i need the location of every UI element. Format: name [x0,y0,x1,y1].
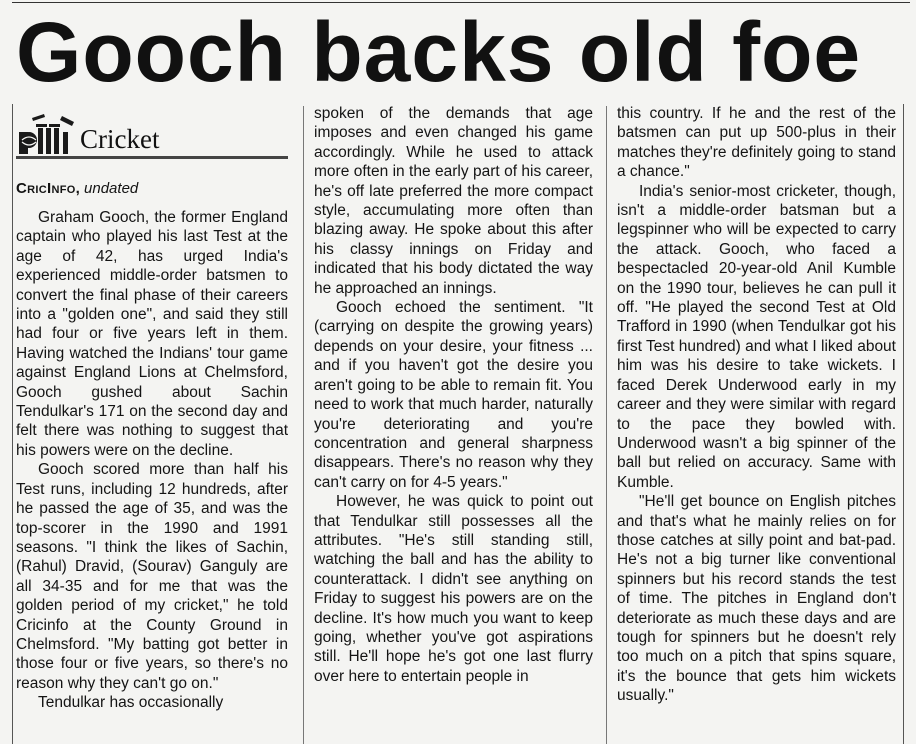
section-header [16,108,288,154]
paragraph: spoken of the demands that age imposes and even changed his game accordingly. While he used to attack more often in the early part of his career, he's off late preferred the more compact style, accumulating more often than blazing away. He spoke about this after his classy innings on Friday and indicated that his body dictated the way he approached an innings. [314,105,593,297]
top-rule [12,2,910,3]
paragraph: However, he was quick to point out that Tendulkar still possesses all the attributes. "He's still standing still, watching the ball and has the ability to counterattack. I didn't see anything on Friday to suggest his powers are on the decline. It's how much you want to keep going, whether you've got aspirations still. He'll hope he's got one last flurry over here to entertain people in [314,493,593,685]
paragraph: Graham Gooch, the former England captain who played his last Test at the age of 42, has urged India's experienced middle-order batsmen to convert the final phase of their careers into a "golden one", and said they still had four or five years left in them. Having watched the Indians' tour game against England Lions at Chelmsford, Gooch gushed about Sachin Tendulkar's 171 on the second day and felt there was nothing to suggest that his powers were on the decline. [16,209,288,459]
section-label: Cricket [80,124,160,154]
article-column-2 [314,104,593,744]
paragraph: this country. If he and the rest of the batsmen can put up 500-plus in their matches they're definitely going to stand a chance." [617,105,896,181]
paragraph: India's senior-most cricketer, though, isn't a middle-order batsman but a legspinner who will be expected to carry the attack. Gooch, who faced a bespectacled 20-year-old Anil Kumble on the 1990 tour, believes he can pull it off. "He played the second Test at Old Trafford in 1990 (when Tendulkar got his first Test hundred) and what I liked about him was his desire to take wickets. I faced Derek Underwood early in my career and they were similar with regard to the pace they bowled with. Underwood wasn't a big spinner of the ball but relied on accuracy. Same with Kumble. [617,182,896,491]
column-divider [303,106,304,744]
right-border-rule [903,104,904,744]
column-divider [606,106,607,744]
paragraph: "He'll get bounce on English pitches and that's what he mainly relies on for those catches at silly point and bat-pad. He's not a big turner like conventional spinners but his record stands the test of time. The pitches in England don't deteriorate as much these days and are tough for spinners but he doesn't rely too much on a pitch that spins square, it's the bounce that gets him wickets usually." [617,493,896,705]
cricket-stumps-icon [16,112,76,154]
paragraph: Gooch echoed the sentiment. "It (carrying on despite the growing years) depends on your desire, your fitness ... and if you haven't got the desire you aren't going to be able to remain fit. You need to work that much harder, naturally you're deteriorating and you're concentration and general sharpness disappears. There's no reason why they can't carry on for 4-5 years." [314,299,593,491]
section-rule [16,156,288,159]
byline [16,179,288,199]
headline: Gooch backs old foe [16,5,862,99]
article-column-3 [617,104,896,744]
left-border-rule [12,104,13,744]
paragraph: Tendulkar has occasionally [38,694,224,712]
paragraph: Gooch scored more than half his Test runs, including 12 hundreds, after he passed the age of 35, and was the top-scorer in the 1990 and 1991 seasons. "I think the likes of Sachin, (Rahul) Dravid, (Sourav) Ganguly are all 34-35 and for me that was the golden period of my cricket," he told Cricinfo at the County Ground in Chelmsford. "My batting got better in those four or five years, so there's no reason why they can't go on." [16,461,288,692]
article-column-1 [16,104,288,744]
byline-date: undated [84,180,139,197]
byline-source: CricInfo, [16,180,81,197]
